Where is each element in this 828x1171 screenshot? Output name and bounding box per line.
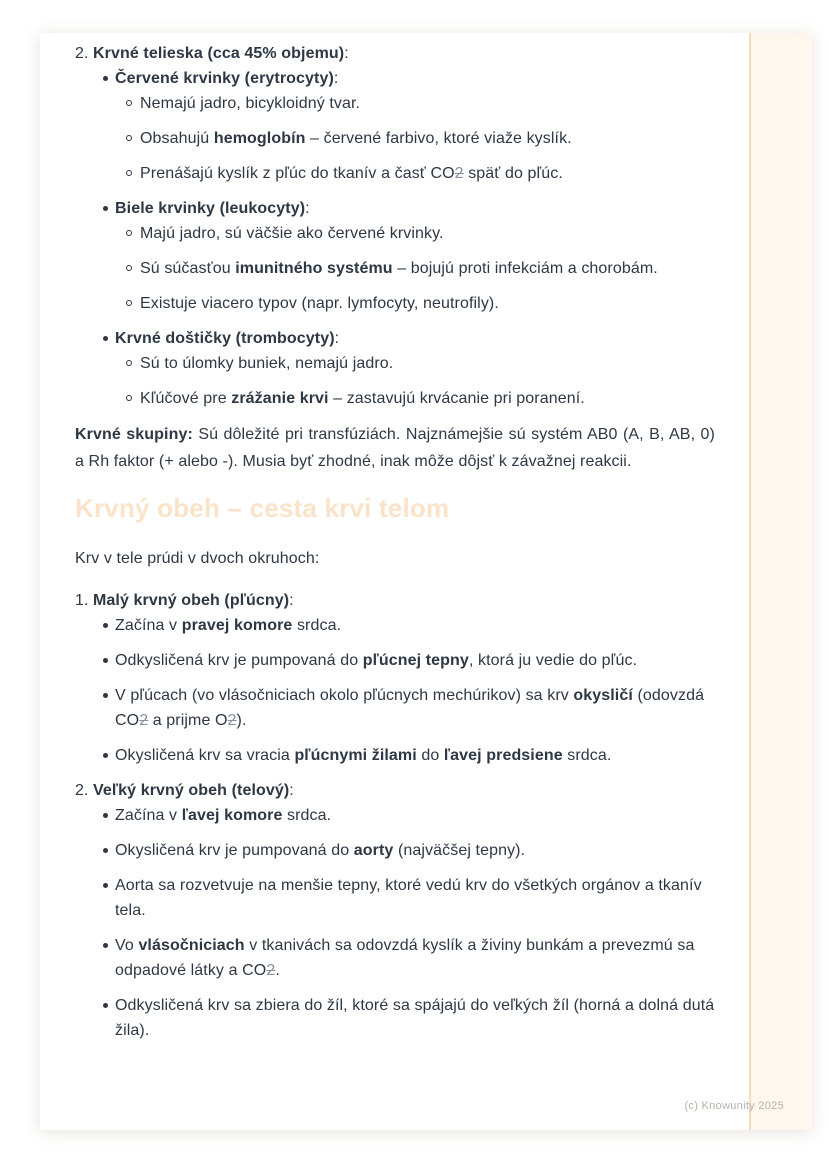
- text-segment: :: [289, 782, 294, 799]
- text-segment: Obsahujú: [140, 130, 214, 147]
- bullet-icon: [103, 76, 108, 81]
- text-segment: Aorta sa rozvetvuje na menšie tepny, ktoré vedú krv do všetkých orgánov a tkanív tela.: [115, 877, 702, 919]
- list-number: 2.: [75, 782, 89, 799]
- text-segment: :: [289, 592, 294, 609]
- text-segment: :: [334, 330, 340, 347]
- text-segment: Okysličená krv sa vracia: [115, 747, 295, 764]
- list-number: 1.: [75, 592, 89, 609]
- text-segment: imunitného systému: [235, 260, 393, 277]
- list-item: [75, 66, 715, 91]
- text-segment: Okysličená krv je pumpovaná do: [115, 842, 354, 859]
- text-segment: – červené farbivo, ktoré viaže kyslík.: [305, 130, 572, 147]
- text-segment: 2: [266, 962, 276, 979]
- list-number: 2.: [75, 45, 89, 62]
- paragraph: [75, 421, 715, 475]
- list-item: [75, 196, 715, 221]
- circle-bullet-icon: [126, 170, 132, 176]
- list-item: [75, 803, 715, 828]
- list-item: [75, 743, 715, 768]
- text-segment: Červené krvinky (erytrocyty): [115, 70, 334, 87]
- list-item: [75, 993, 715, 1043]
- text-segment: 2: [454, 165, 464, 182]
- list-item: [75, 221, 715, 246]
- list-item: [75, 91, 715, 116]
- text-segment: Odkysličená krv je pumpovaná do: [115, 652, 363, 669]
- text-segment: Krvné telieska (cca 45% objemu): [93, 45, 345, 62]
- text-segment: V pľúcach (vo vlásočniciach okolo pľúcnych mechúrikov) sa krv: [115, 687, 574, 704]
- text-segment: Sú to úlomky buniek, nemajú jadro.: [140, 355, 394, 372]
- text-segment: :: [344, 45, 349, 62]
- text-segment: Prenášajú kyslík z pľúc do tkanív a časť CO: [140, 165, 455, 182]
- text-segment: Veľký krvný obeh (telový): [93, 782, 290, 799]
- list-item: [75, 126, 715, 151]
- text-segment: Krvné doštičky (trombocyty): [115, 330, 335, 347]
- paragraph: [75, 545, 715, 572]
- list-item: [75, 873, 715, 923]
- bullet-icon: [103, 206, 108, 211]
- list-item: [75, 778, 715, 803]
- list-item: [75, 41, 715, 66]
- list-item: [75, 838, 715, 863]
- text-segment: 2: [227, 712, 237, 729]
- circle-bullet-icon: [126, 230, 132, 236]
- text-segment: Existuje viacero typov (napr. lymfocyty, neutrofily).: [140, 295, 499, 312]
- section-heading: [75, 491, 715, 525]
- text-segment: (najväčšej tepny).: [393, 842, 526, 859]
- document-page: [40, 33, 812, 1130]
- text-segment: a prijme O: [148, 712, 228, 729]
- circle-bullet-icon: [126, 395, 132, 401]
- text-segment: srdca.: [282, 807, 332, 824]
- bullet-icon: [103, 623, 108, 628]
- list-item: [75, 326, 715, 351]
- text-segment: , ktorá ju vedie do pľúc.: [468, 652, 638, 669]
- circle-bullet-icon: [126, 300, 132, 306]
- page-edge-strip: [749, 33, 812, 1130]
- list-item: [75, 291, 715, 316]
- circle-bullet-icon: [126, 135, 132, 141]
- list-item: [75, 648, 715, 673]
- bullet-icon: [103, 1003, 108, 1008]
- text-segment: – bojujú proti infekciám a chorobám.: [392, 260, 658, 277]
- bullet-icon: [103, 883, 108, 888]
- text-segment: ľavej predsiene: [443, 747, 563, 764]
- text-segment: Majú jadro, sú väčšie ako červené krvinky.: [140, 225, 444, 242]
- text-segment: Odkysličená krv sa zbiera do žíl, ktoré sa spájajú do veľkých žíl (horná a dolná dutá žila).: [115, 997, 715, 1039]
- list-item: [75, 933, 715, 983]
- bullet-icon: [103, 813, 108, 818]
- text-segment: pľúcnej tepny: [362, 652, 469, 669]
- text-segment: .: [275, 962, 280, 979]
- text-segment: Kľúčové pre: [140, 390, 232, 407]
- watermark: (c) Knowunity 2025: [684, 1100, 784, 1112]
- document-content: [75, 41, 715, 1053]
- text-segment: srdca.: [292, 617, 342, 634]
- text-segment: :: [333, 70, 339, 87]
- list-item: [75, 256, 715, 281]
- text-segment: hemoglobín: [213, 130, 306, 147]
- list-item: [75, 386, 715, 411]
- text-segment: Malý krvný obeh (pľúcny): [93, 592, 290, 609]
- text-segment: Sú dôležité pri transfúziách. Najznámejšie sú systém AB0 (A, B, AB, 0) a Rh faktor (+ alebo -). Musia byť zhodné, inak môže dôjsť k závažnej reakcii.: [75, 426, 715, 470]
- circle-bullet-icon: [126, 360, 132, 366]
- text-segment: pľúcnymi žilami: [294, 747, 417, 764]
- list-item: [75, 613, 715, 638]
- text-segment: ľavej komore: [181, 807, 283, 824]
- text-segment: vlásočniciach: [138, 937, 245, 954]
- bullet-icon: [103, 693, 108, 698]
- circle-bullet-icon: [126, 100, 132, 106]
- text-segment: :: [305, 200, 310, 217]
- text-segment: Vo: [115, 937, 139, 954]
- text-segment: okysličí: [573, 687, 633, 704]
- list-item: [75, 588, 715, 613]
- text-segment: srdca.: [562, 747, 612, 764]
- text-segment: Začína v: [115, 617, 182, 634]
- list-item: [75, 683, 715, 733]
- text-segment: ).: [236, 712, 247, 729]
- text-segment: Nemajú jadro, bicykloidný tvar.: [140, 95, 361, 112]
- text-segment: Začína v: [115, 807, 182, 824]
- text-segment: späť do pľúc.: [463, 165, 563, 182]
- list-item: [75, 161, 715, 186]
- text-segment: Krvný obeh – cesta krvi telom: [75, 493, 450, 523]
- bullet-icon: [103, 753, 108, 758]
- text-segment: aorty: [353, 842, 394, 859]
- text-segment: v tkanivách sa odovzdá kyslík a živiny bunkám a prevezmú sa odpadové látky a CO: [115, 937, 695, 979]
- bullet-icon: [103, 336, 108, 341]
- text-segment: Krvné skupiny:: [75, 426, 193, 443]
- text-segment: (odovzdá CO: [115, 687, 705, 729]
- text-segment: Sú súčasťou: [140, 260, 236, 277]
- circle-bullet-icon: [126, 265, 132, 271]
- bullet-icon: [103, 943, 108, 948]
- text-segment: 2: [139, 712, 149, 729]
- bullet-icon: [103, 848, 108, 853]
- list-item: [75, 351, 715, 376]
- bullet-icon: [103, 658, 108, 663]
- text-segment: Biele krvinky (leukocyty): [115, 200, 306, 217]
- text-segment: zrážanie krvi: [231, 390, 329, 407]
- text-segment: – zastavujú krvácanie pri poranení.: [328, 390, 585, 407]
- text-segment: pravej komore: [181, 617, 293, 634]
- text-segment: Krv v tele prúdi v dvoch okruhoch:: [75, 550, 320, 567]
- text-segment: do: [416, 747, 444, 764]
